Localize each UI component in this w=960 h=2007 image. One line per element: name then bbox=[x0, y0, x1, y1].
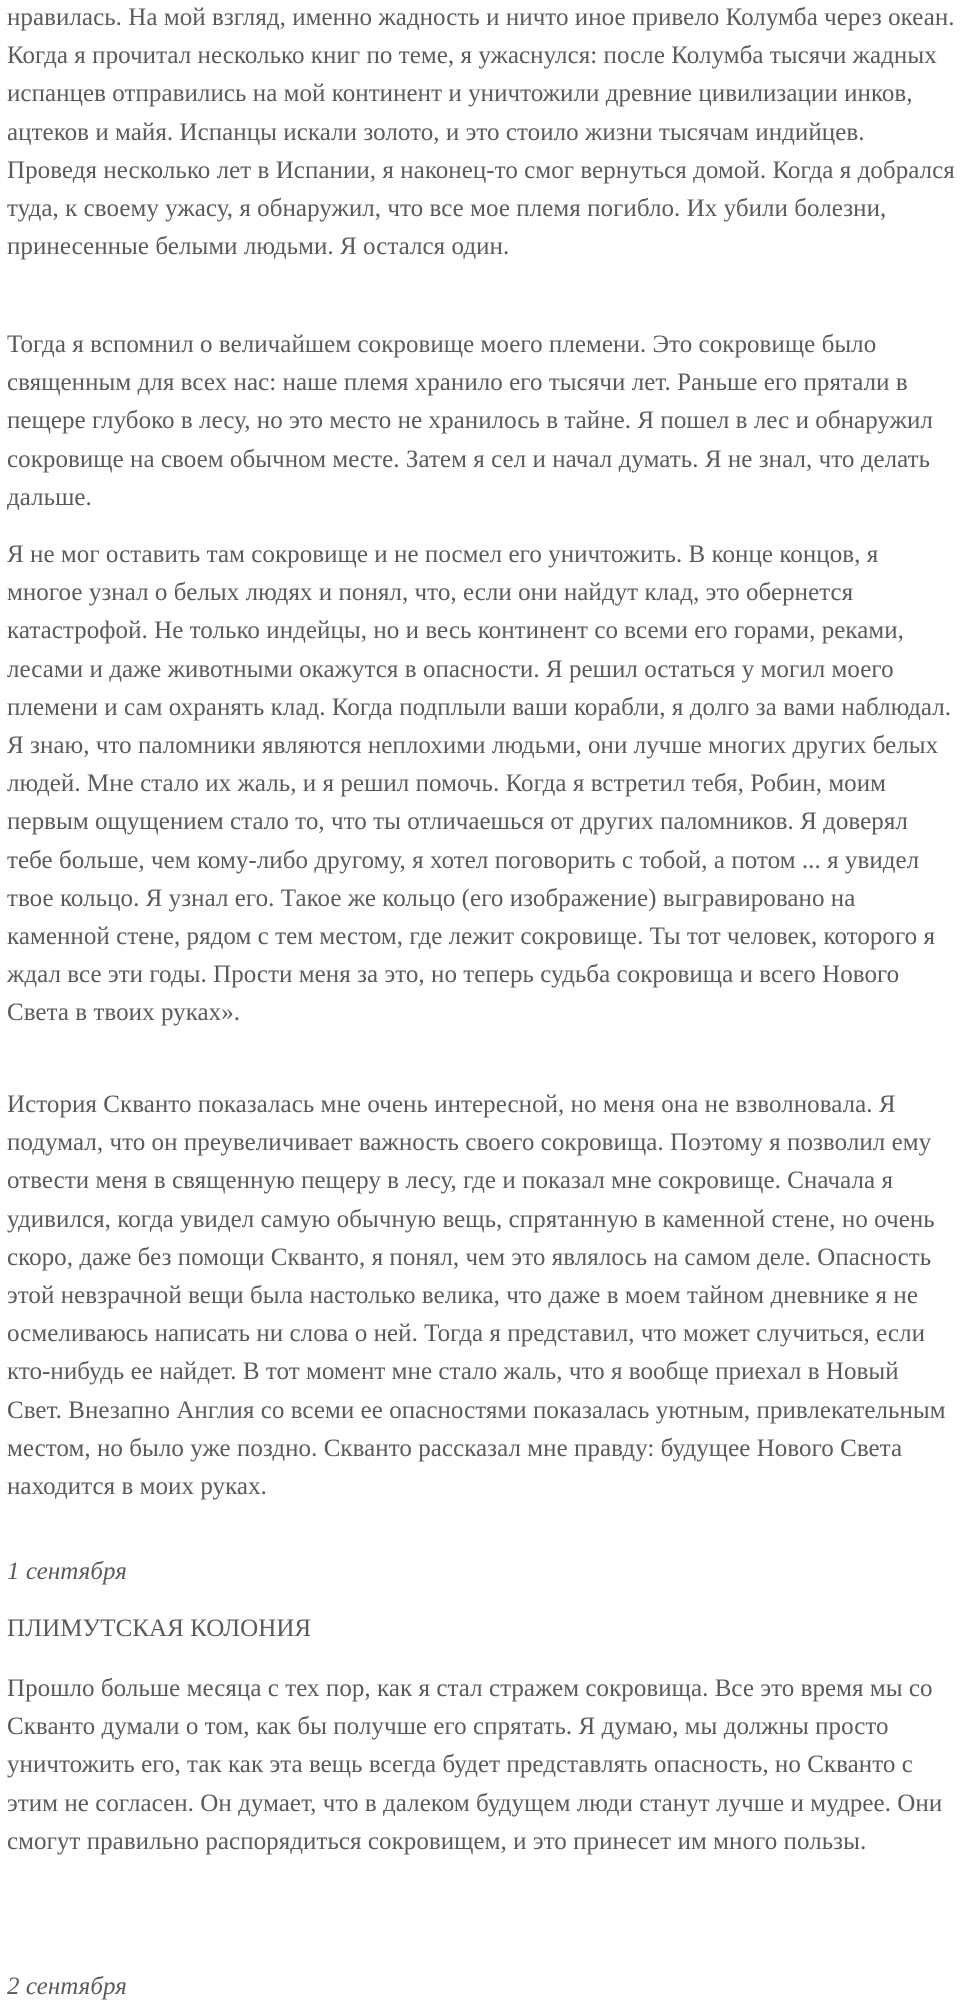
paragraph-4: История Скванто показалась мне очень интересной, но меня она не взволновала. Я подумал, что он преувеличивает важность своего сокровища. Поэтому я позволил ему отвести меня в священную пещеру в лесу, где и показал мне сокровище. Сначала я удивился, когда увидел самую обычную вещь, спрятанную в каменной стене, но очень скоро, даже без помощи Скванто, я понял, чем это являлось на самом деле. Опасность этой невзрачной вещи была настолько велика, что даже в моем тайном дневнике я не осмеливаюсь написать ни слова о ней. Тогда я представил, что может случиться, если кто-нибудь ее найдет. В тот момент мне стало жаль, что я вообще приехал в Новый Свет. Внезапно Англия со всеми ее опасностями показалась уютным, привлекательным местом, но было уже поздно. Скванто рассказал мне правду: будущее Нового Света находится в моих руках. bbox=[7, 1091, 946, 1501]
entry-date-2: 2 сентября bbox=[7, 1973, 127, 2000]
entry-date-1: 1 сентября bbox=[7, 1558, 127, 1585]
paragraph-5: Прошло больше месяца с тех пор, как я стал стражем сокровища. Все это время мы со Скванто думали о том, как бы получше его спрятать. Я думаю, мы должны просто уничтожить его, так как эта вещь всегда будет представлять опасность, но Скванто с этим не согласен. Он думает, что в далеком будущем люди станут лучше и мудрее. Они смогут правильно распорядиться сокровищем, и это принесет им много пользы. bbox=[7, 1675, 943, 1855]
paragraph-1: нравилась. На мой взгляд, именно жадность и ничто иное привело Колумба через океан. Когда я прочитал несколько книг по теме, я ужаснулся: после Колумба тысячи жадных испанцев отправились на мой континент и уничтожили древние цивилизации инков, ацтеков и майя. Испанцы искали золото, и это стоило жизни тысячам индийцев. Проведя несколько лет в Испании, я наконец-то смог вернуться домой. Когда я добрался туда, к своему ужасу, я обнаружил, что все мое племя погибло. Их убили болезни, принесенные белыми людьми. Я остался один. bbox=[7, 4, 955, 261]
paragraph-3: Я не мог оставить там сокровище и не посмел его уничтожить. В конце концов, я многое узнал о белых людях и понял, что, если они найдут клад, это обернется катастрофой. Не только индейцы, но и весь континент со всеми его горами, реками, лесами и даже животными окажутся в опасности. Я решил остаться у могил моего племени и сам охранять клад. Когда подплыли ваши корабли, я долго за вами наблюдал. Я знаю, что паломники являются неплохими людьми, они лучше многих других белых людей. Мне стало их жаль, и я решил помочь. Когда я встретил тебя, Робин, моим первым ощущением стало то, что ты отличаешься от других паломников. Я доверял тебе больше, чем кому-либо другому, я хотел поговорить с тобой, а потом ... я увидел твое кольцо. Я узнал его. Такое же кольцо (его изображение) выгравировано на каменной стене, рядом с тем местом, где лежит сокровище. Ты тот человек, которого я ждал все эти годы. Прости меня за это, но теперь судьба сокровища и всего Нового Света в твоих руках». bbox=[7, 541, 952, 1027]
paragraph-2: Тогда я вспомнил о величайшем сокровище моего племени. Это сокровище было священным для всех нас: наше племя хранило его тысячи лет. Раньше его прятали в пещере глубоко в лесу, но это место не хранилось в тайне. Я пошел в лес и обнаружил сокровище на своем обычном месте. Затем я сел и начал думать. Я не знал, что делать дальше. bbox=[7, 331, 933, 511]
section-heading: ПЛИМУТСКАЯ КОЛОНИЯ bbox=[7, 1615, 312, 1642]
